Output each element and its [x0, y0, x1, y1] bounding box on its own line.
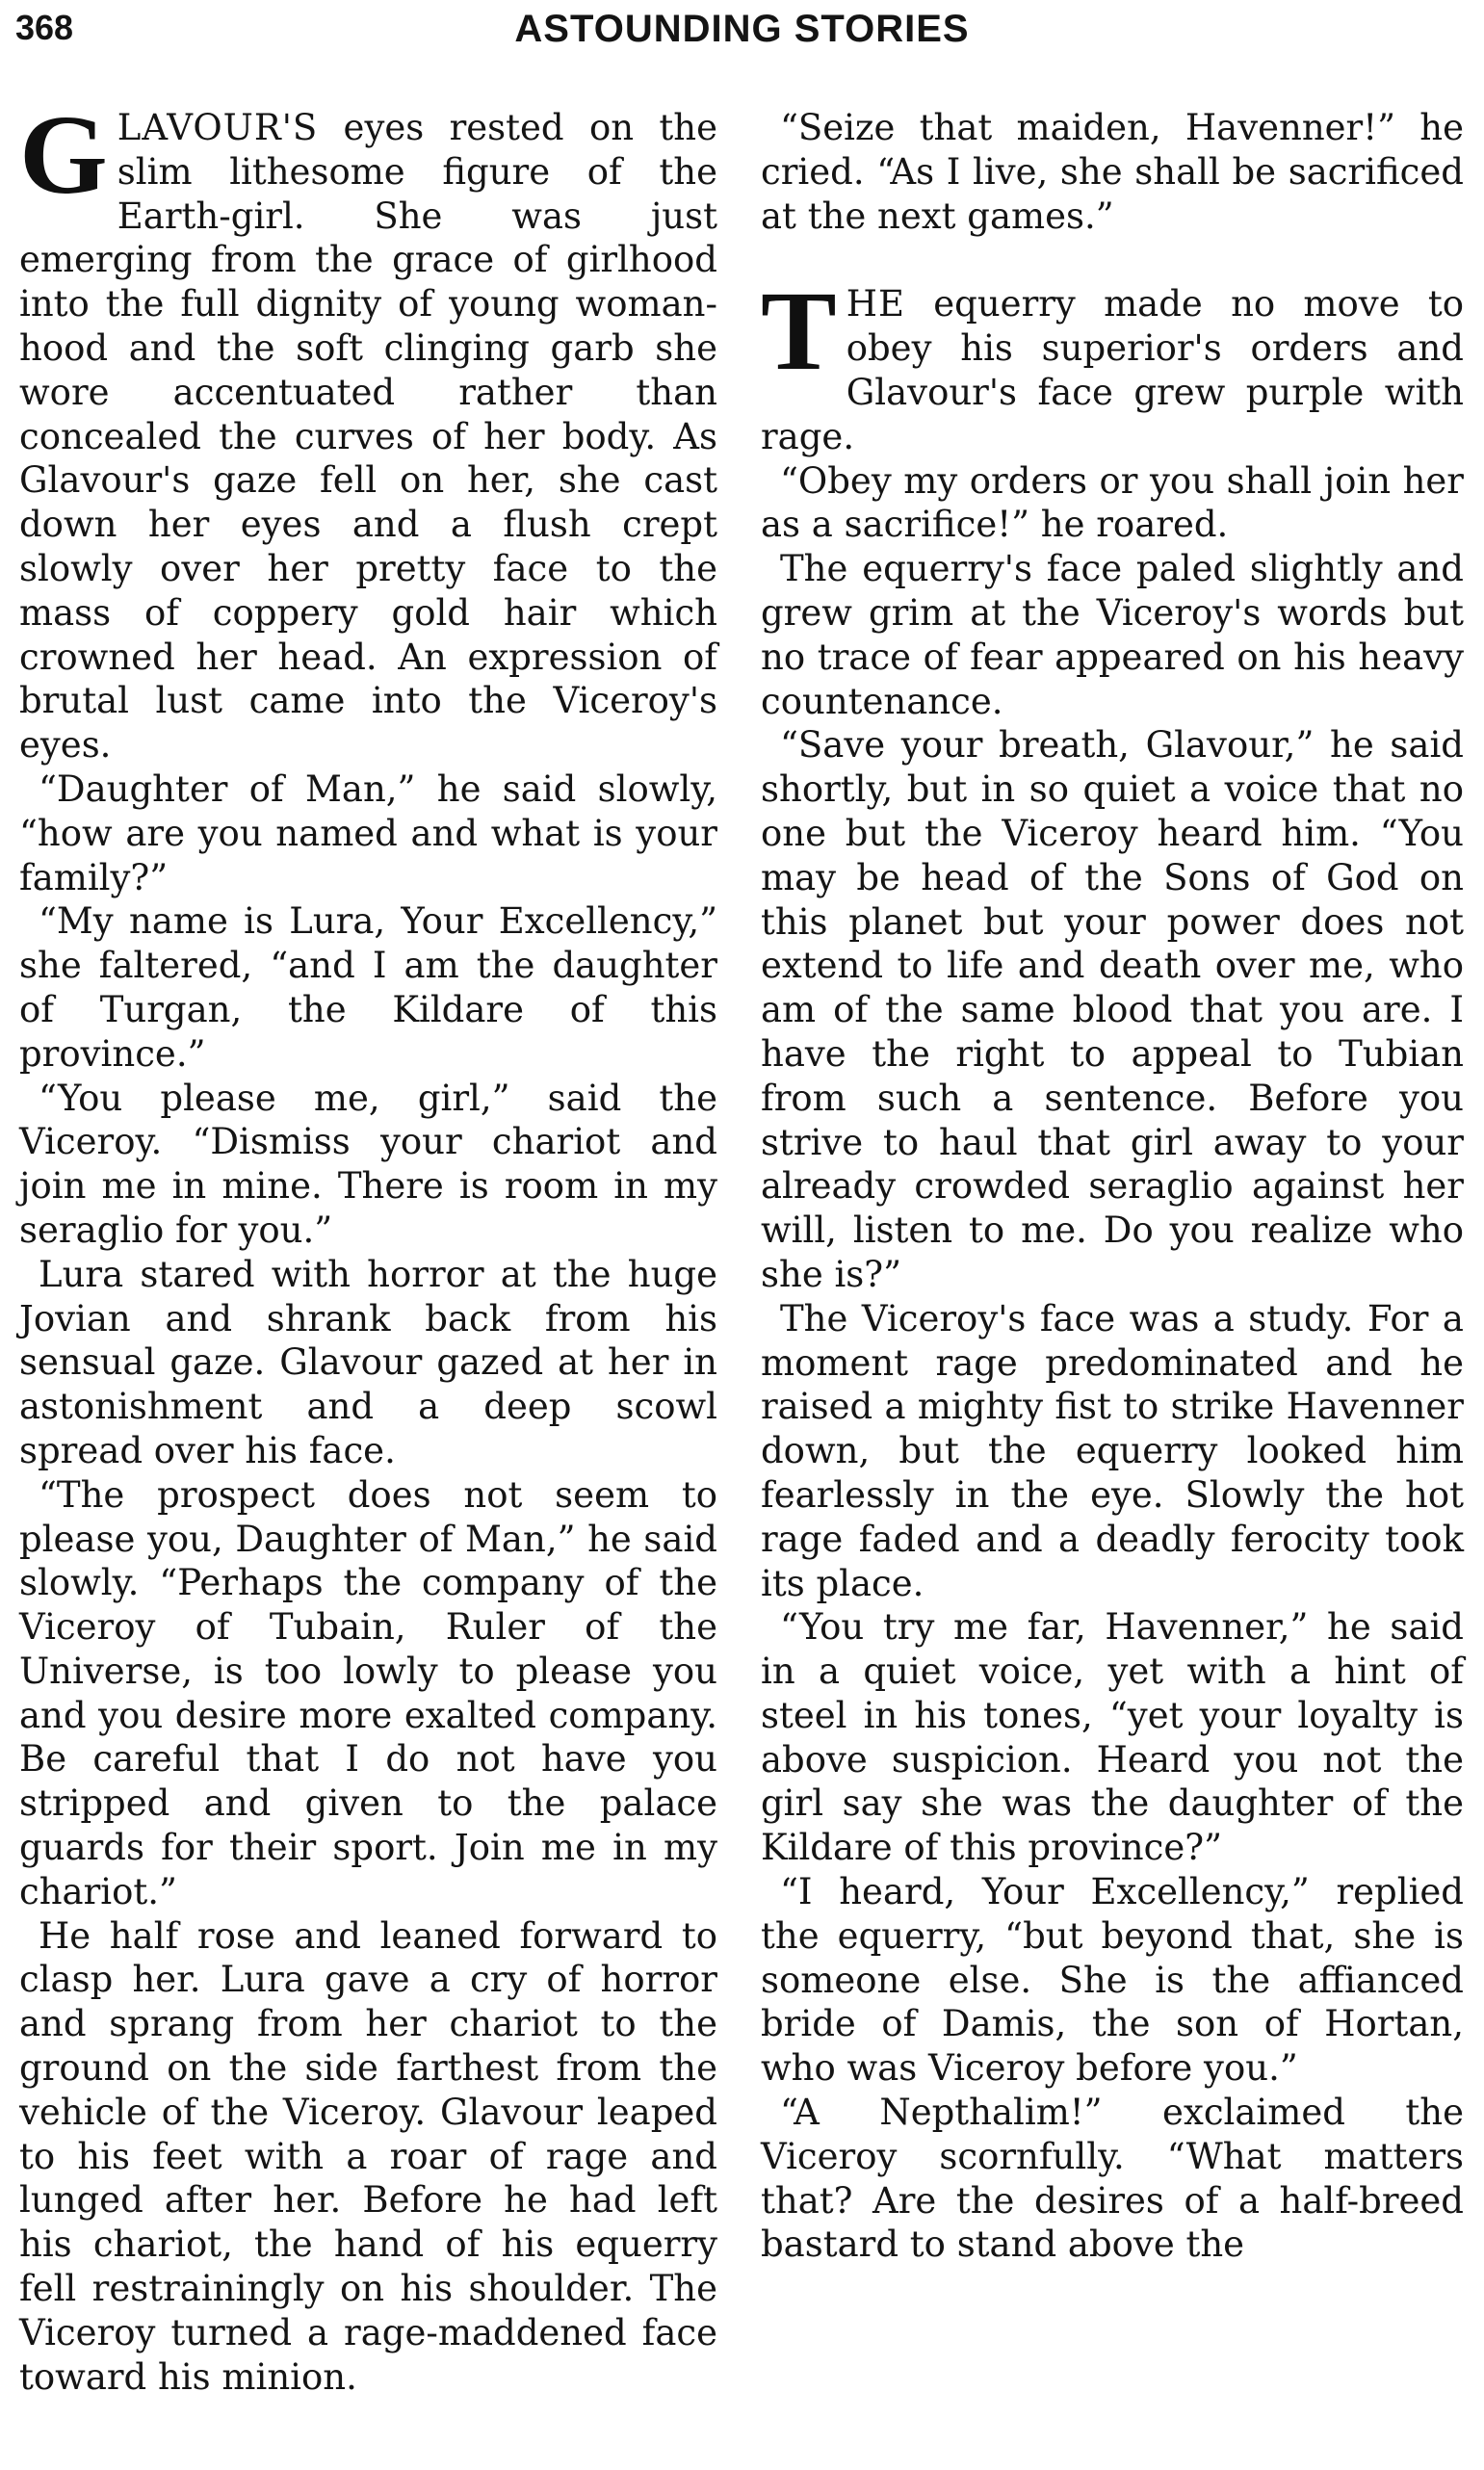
paragraph: He half rose and leaned forward to clasp her. Lura gave a cry of horror and sprang from her chariot to the ground on the side farthest from the vehicle of the Viceroy. Glavour leaped to his feet with a roar of rage and lunged after her. Before he had left his chariot, the hand of his equerry fell restrainingly on his shoulder. The Viceroy turned a rage-maddened face toward his minion.: [19, 1914, 717, 2398]
paragraph: The Viceroy's face was a study. For a moment rage predominated and he raised a mighty fist to strike Havenner down, but the equerry looked him fearlessly in the eye. Slowly the hot rage faded and a deadly ferocity took its place.: [761, 1297, 1464, 1604]
running-title: ASTOUNDING STORIES: [514, 8, 970, 50]
paragraph: The equerry's face paled slightly and grew grim at the Viceroy's words but no trace of fear appeared on his heavy countenance.: [761, 548, 1464, 722]
page-number: 368: [15, 8, 74, 47]
section-text: equerry made no move to obey his superior's orders and Glavour's face grew purple with rage.: [761, 283, 1464, 457]
section-small-caps: HE: [846, 283, 905, 325]
opening-small-caps: LAVOUR'S: [117, 107, 319, 148]
drop-cap: G: [19, 91, 108, 218]
paragraph: “Daughter of Man,” he said slowly, “how are you named and what is your family?”: [19, 767, 717, 898]
paragraph: “Seize that maiden, Havenner!” he cried. “As I live, she shall be sacrificed at the next games.”: [761, 107, 1464, 237]
paragraph: “My name is Lura, Your Excellency,” she faltered, “and I am the daughter of Turgan, the Kildare of this province.”: [19, 900, 717, 1075]
section-paragraph: [761, 268, 1464, 458]
paragraph: “Save your breath, Glavour,” he said shortly, but in so quiet a voice that no one but the Viceroy heard him. “You may be head of the Sons of God on this planet but your power does not extend to life and death over me, who am of the same blood that you are. I have the right to appeal to Tubian from such a sentence. Before you strive to haul that girl away to your already crowded seraglio against her will, listen to me. Do you realize who she is?”: [761, 724, 1464, 1295]
opening-paragraph: [19, 91, 717, 767]
paragraph: “I heard, Your Excellency,” replied the equerry, “but beyond that, she is someone else. She is the affianced bride of Damis, the son of Hortan, who was Viceroy before you.”: [761, 1871, 1464, 2090]
paragraph: “The prospect does not seem to please you, Daughter of Man,” he said slowly. “Perhaps the company of the Viceroy of Tubain, Ruler of the Universe, is too lowly to please you and you desire more exalted company. Be careful that I do not have you stripped and given to the palace guards for their sport. Join me in my chariot.”: [19, 1473, 717, 1912]
paragraph: “A Nepthalim!” exclaimed the Viceroy scornfully. “What matters that? Are the desires of a half-breed bastard to stand above the: [761, 2092, 1464, 2266]
opening-text: eyes rested on the slim lithesome figure of the Earth-girl. She was just emerging from the grace of girlhood into the full dignity of young womanhood and the soft clinging garb she wore accentuated rather than concealed the curves of her body. As Glavour's gaze fell on her, she cast down her eyes and a flush crept slowly over her pretty face to the mass of coppery gold hair which crowned her head. An expression of brutal lust came into the Viceroy's eyes.: [19, 107, 717, 767]
page-header: [0, 8, 1484, 65]
paragraph: “Obey my orders or you shall join her as a sacrifice!” he roared.: [761, 459, 1464, 546]
paragraph: Lura stared with horror at the huge Jovian and shrank back from his sensual gaze. Glavour gazed at her in astonishment and a deep scowl spread over his face.: [19, 1253, 717, 1471]
paragraph: “You try me far, Havenner,” he said in a quiet voice, yet with a hint of steel in his tones, “yet your loyalty is above suspicion. Heard you not the girl say she was the daughter of the Kildare of this province?”: [761, 1606, 1464, 1869]
paragraph: “You please me, girl,” said the Viceroy. “Dismiss your chariot and join me in mine. There is room in my seraglio for you.”: [19, 1077, 717, 1251]
drop-cap: T: [761, 268, 837, 395]
right-column: [761, 106, 1464, 2267]
left-column: [19, 91, 717, 2399]
